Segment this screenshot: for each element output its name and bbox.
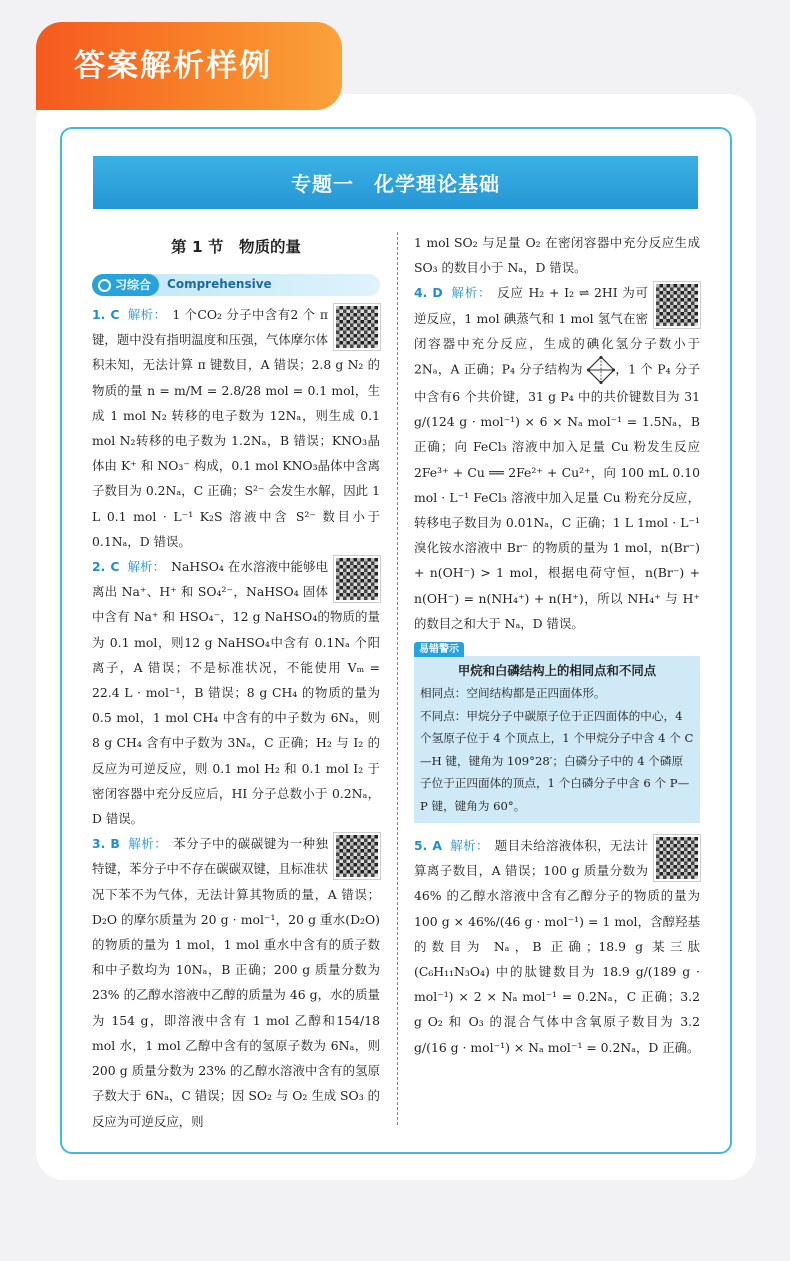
question-text: 苯分子中的碳碳键为一种独特键，苯分子中不存在碳碳双键，且标准状况下苯不为气体，无法计算其物质的量，A 错误；D₂O 的摩尔质量为 20 g · mol⁻¹，20 g 重水(D₂O) 的物质的量为 1 mol，1 mol 重水中含有的质子数和中子数均为 10Nₐ，B 正确；200 g 质量分数为 23% 的乙醇水溶液中乙醇的质量为 46 g，水的质量为 154 g，即溶液中含有 1 mol 乙醇和154/18 mol 水，1 mol 乙醇中含有的氢原子数为 6Nₐ，则 200 g 质量分数为 23% 的乙醇水溶液中含有的氢原子数大于 6Nₐ，C 错误；因 SO₂ 与 O₂ 生成 SO₃ 的反应为可逆反应，则 [92,836,380,1129]
question-text: 1 个CO₂ 分子中含有2 个 π 键，题中没有指明温度和压强，气体摩尔体积未知，无法计算 π 键数目，A 错误；2.8 g N₂ 的物质的量 n = m/M = 2.8/28 mol = 0.1 mol，生成 1 mol N₂ 转移的电子数为 12Nₐ，则生成 0.1 mol N₂转移的电子数为 1.2Nₐ，B 错误；KNO₃晶体由 K⁺ 和 NO₃⁻ 构成，0.1 mol KNO₃晶体中含离子数目为 0.2Nₐ，C 正确；S²⁻ 会发生水解，因此 1 L 0.1 mol · L⁻¹ K₂S 溶液中含 S²⁻ 数目小于 0.1Nₐ，D 错误。 [92,307,380,549]
column-divider [397,232,398,1125]
question-1: 1. C 解析： 1 个CO₂ 分子中含有2 个 π 键，题中没有指明温度和压强，气体摩尔体积未知，无法计算 π 键数目，A 错误；2.8 g N₂ 的物质的量 n = m/M = 2.8/28 mol = 0.1 mol，生成 1 mol N₂ 转移的电子数为 12Nₐ，则生成 0.1 mol N₂转移的电子数为 1.2Nₐ，B 错误；KNO₃晶体由 K⁺ 和 NO₃⁻ 构成，0.1 mol KNO₃晶体中含离子数目为 0.2Nₐ，C 正确；S²⁻ 会发生水解，因此 1 L 0.1 mol · L⁻¹ K₂S 溶液中含 S²⁻ 数目小于 0.1Nₐ，D 错误。 [92,302,380,554]
question-4: 4. D 解析： 反应 H₂ + I₂ ⇌ 2HI 为可逆反应，1 mol 碘蒸气和 1 mol 氢气在密闭容器中充分反应，生成的碘化氢分子数小于 2Nₐ，A 正确；P₄ 分子结构为 ，1 个 P₄ 分子中含有6 个共价键，31 g P₄ 中的共价键数目为 31 g/(124 g · mol⁻¹) × 6 × Nₐ mol⁻¹ = 1.5Nₐ，B 正确；向 FeCl₃ 溶液中加入足量 Cu 粉发生反应 2Fe³⁺ + Cu ══ 2Fe²⁺ + Cu²⁺，向 100 mL 0.10 mol · L⁻¹ FeCl₃ 溶液中加入足量 Cu 粉充分反应，转移电子数目为 0.01Nₐ，C 正确；1 L 1mol · L⁻¹ 溴化铵水溶液中 Br⁻ 的物质的量为 1 mol，n(Br⁻) + n(OH⁻) > 1 mol，根据电荷守恒，n(Br⁻) + n(OH⁻) = n(NH₄⁺) + n(H⁺)，所以 NH₄⁺ 与 H⁺ 的数目之和大于 Nₐ，D 错误。 [414,280,700,636]
chapter-banner [93,156,698,209]
banner-part1: 专题一 [291,172,354,196]
answer-letter: B [110,836,120,852]
comprehensive-badge [92,274,380,296]
qr-code-icon[interactable] [334,833,380,879]
question-2: 2. C 解析： NaHSO₄ 在水溶液中能够电离出 Na⁺、H⁺ 和 SO₄²⁻，NaHSO₄ 固体中含有 Na⁺ 和 HSO₄⁻，12 g NaHSO₄的物质的量为 0.1 mol，则12 g NaHSO₄中含有 0.1Nₐ 个阳离子，A 错误；不是标准状况，不能使用 Vₘ = 22.4 L · mol⁻¹，B 错误；8 g CH₄ 的物质的量为 0.5 mol，1 mol CH₄ 中含有的中子数为 6Nₐ，则 8 g CH₄ 含有中子数为 3Nₐ，C 正确；H₂ 与 I₂ 的反应为可逆反应，则 0.1 mol H₂ 和 0.1 mol I₂ 于密闭容器中充分反应后，HI 分子总数小于 0.2Nₐ，D 错误。 [92,554,380,831]
qr-code-icon[interactable] [334,556,380,602]
question-3: 3. B 解析： 苯分子中的碳碳键为一种独特键，苯分子中不存在碳碳双键，且标准状况下苯不为气体，无法计算其物质的量，A 错误；D₂O 的摩尔质量为 20 g · mol⁻¹，20 g 重水(D₂O) 的物质的量为 1 mol，1 mol 重水中含有的质子数和中子数均为 10Nₐ，B 正确；200 g 质量分数为 23% 的乙醇水溶液中乙醇的质量为 46 g，水的质量为 154 g，即溶液中含有 1 mol 乙醇和154/18 mol 水，1 mol 乙醇中含有的氢原子数为 6Nₐ，则 200 g 质量分数为 23% 的乙醇水溶液中含有的氢原子数大于 6Nₐ，C 错误；因 SO₂ 与 O₂ 生成 SO₃ 的反应为可逆反应，则 [92,831,380,1133]
question-3-continued: 1 mol SO₂ 与足量 O₂ 在密闭容器中充分反应生成 SO₃ 的数目小于 Nₐ，D 错误。 [414,235,700,276]
question-5: 5. A 解析： 题目未给溶液体积，无法计算离子数目，A 错误；100 g 质量分数为 46% 的乙醇水溶液中含有乙醇分子的物质的量为 100 g × 46%/(46 g · mol⁻¹) = 1 mol，含醇羟基的数目为 Nₐ，B 正确；18.9 g 某三肽(C₆H₁₁N₃O₄) 中的肽键数目为 18.9 g/(189 g · mol⁻¹) × 2 × Nₐ mol⁻¹ = 0.2Nₐ，C 正确；3.2 g O₂ 和 O₃ 的混合气体中含氧原子数目为 3.2 g/(16 g · mol⁻¹) × Nₐ mol⁻¹ = 0.2Nₐ，D 正确。 [414,833,700,1060]
warning-same: 相同点：空间结构都是正四面体形。 [420,686,606,701]
answer-letter: D [432,285,443,301]
question-text: 题目未给溶液体积，无法计算离子数目，A 错误；100 g 质量分数为 46% 的乙醇水溶液中含有乙醇分子的物质的量为 100 g × 46%/(46 g · mol⁻¹) = 1 mol，含醇羟基的数目为 Nₐ，B 正确；18.9 g 某三肽(C₆H₁₁N₃O₄) 中的肽键数目为 18.9 g/(189 g · mol⁻¹) × 2 × Nₐ mol⁻¹ = 0.2Nₐ，C 正确；3.2 g O₂ 和 O₃ 的混合气体中含氧原子数目为 3.2 g/(16 g · mol⁻¹) × Nₐ mol⁻¹ = 0.2Nₐ，D 正确。 [414,838,700,1055]
banner-part2: 化学理论基础 [374,172,500,196]
warning-title: 甲烷和白磷结构上的相同点和不同点 [457,663,657,679]
warning-diff: 不同点：甲烷分子中碳原子位于正四面体的中心，4 个氢原子位于 4 个顶点上，1 个甲烷分子中含 4 个 C—H 键，键角为 109°28′；白磷分子中的 4 个磷原子位于正四面体的顶点，1 个白磷分子中含 6 个 P—P 键，键角为 60°。 [420,708,694,813]
answer-letter: C [110,307,120,322]
header-title: 答案解析样例 [74,48,272,84]
answer-letter: C [110,559,120,575]
section-title: 第 1 节 物质的量 [170,238,302,256]
qr-code-icon[interactable] [654,835,700,881]
qr-code-icon[interactable] [654,282,700,328]
qr-code-icon[interactable] [334,304,380,350]
error-warning-box [414,644,700,823]
question-text-b: ，1 个 P₄ 分子中含有6 个共价键，31 g P₄ 中的共价键数目为 31 g/(124 g · mol⁻¹) × 6 × Nₐ mol⁻¹ = 1.5Nₐ，B 正确；向 FeCl₃ 溶液中加入足量 Cu 粉发生反应 2Fe³⁺ + Cu ══ 2Fe²⁺ + Cu²⁺，向 100 mL 0.10 mol · L⁻¹ FeCl₃ 溶液中加入足量 Cu 粉充分反应，转移电子数目为 0.01Nₐ，C 正确；1 L 1mol · L⁻¹ 溴化铵水溶液中 Br⁻ 的物质的量为 1 mol，n(Br⁻) + n(OH⁻) > 1 mol，根据电荷守恒，n(Br⁻) + n(OH⁻) = n(NH₄⁺) + n(H⁺)，所以 NH₄⁺ 与 H⁺ 的数目之和大于 Nₐ，D 错误。 [414,361,700,631]
badge-cn: 习综合 [92,274,159,296]
warning-tag: 易错警示 [414,642,464,657]
left-column [92,230,380,1134]
p4-structure-icon [587,356,615,384]
badge-circle-icon [98,279,111,292]
badge-en: Comprehensive [167,277,272,292]
question-text: NaHSO₄ 在水溶液中能够电离出 Na⁺、H⁺ 和 SO₄²⁻，NaHSO₄ 固体中含有 Na⁺ 和 HSO₄⁻，12 g NaHSO₄的物质的量为 0.1 mol，则12 g NaHSO₄中含有 0.1Nₐ 个阳离子，A 错误；不是标准状况，不能使用 Vₘ = 22.4 L · mol⁻¹，B 错误；8 g CH₄ 的物质的量为 0.5 mol，1 mol CH₄ 中含有的中子数为 6Nₐ，则 8 g CH₄ 含有中子数为 3Nₐ，C 正确；H₂ 与 I₂ 的反应为可逆反应，则 0.1 mol H₂ 和 0.1 mol I₂ 于密闭容器中充分反应后，HI 分子总数小于 0.2Nₐ，D 错误。 [92,559,380,827]
right-column [414,230,700,1060]
answer-letter: A [432,838,442,854]
question-text-a: 反应 H₂ + I₂ ⇌ 2HI 为可逆反应，1 mol 碘蒸气和 1 mol 氢气在密闭容器中充分反应，生成的碘化氢分子数小于 2Nₐ，A 正确；P₄ 分子结构为 [414,285,700,377]
